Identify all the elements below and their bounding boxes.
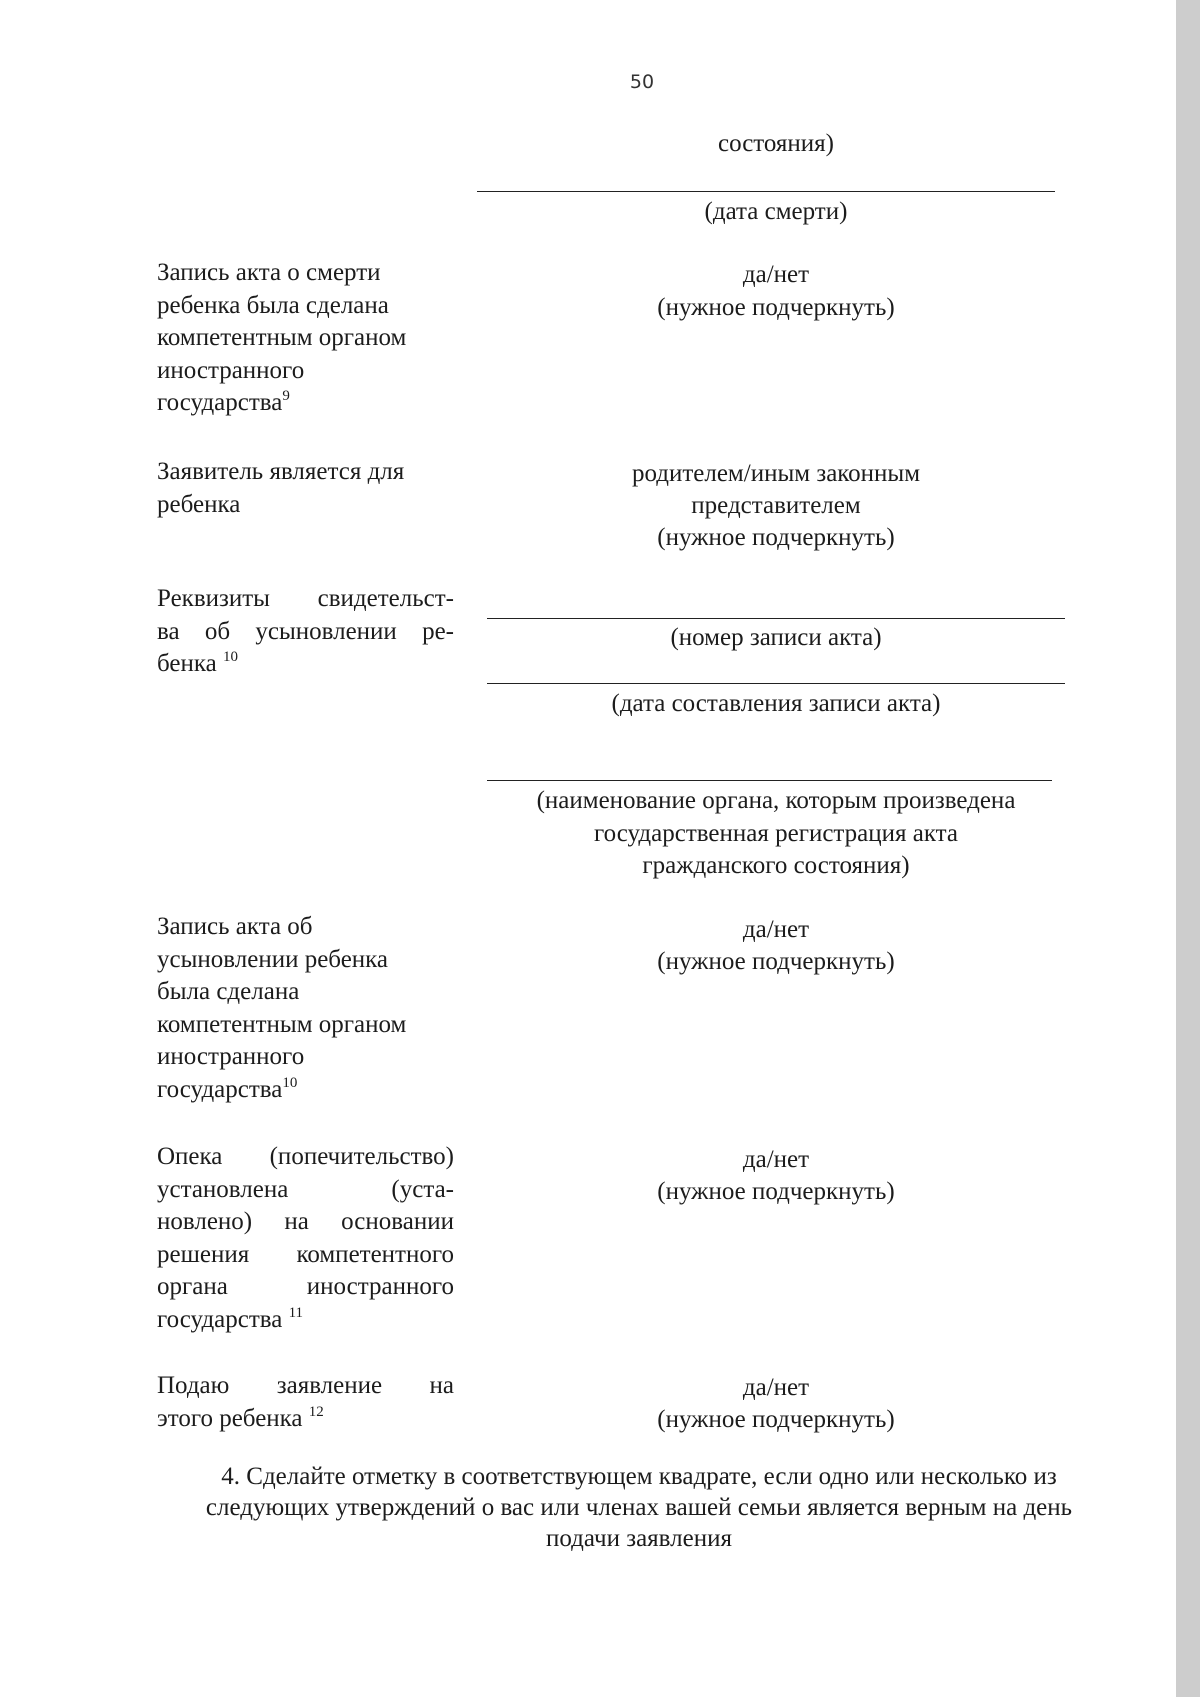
label-line: государства$^9$	[157, 388, 290, 416]
label-line: иностранного	[157, 356, 305, 384]
label-line: компетентным органом	[157, 324, 407, 351]
record-date-line	[487, 683, 1065, 684]
label-line: Запись акта об	[157, 913, 313, 940]
record-date-caption: (дата составления записи акта)	[611, 690, 941, 717]
scan-edge	[1176, 0, 1200, 1697]
adoption-record-foreign-answer: да/нет	[742, 916, 810, 943]
guardianship-foreign-label	[157, 1141, 454, 1339]
label-line: ребенка	[157, 490, 241, 518]
label-line: Реквизиты свидетельст-	[157, 585, 454, 612]
authority-line	[487, 780, 1052, 781]
section-4-heading	[155, 1461, 1123, 1554]
adoption-certificate-label	[157, 583, 454, 684]
label-line: установлена (уста-	[157, 1175, 454, 1203]
footnote-marker: 11	[288, 1304, 304, 1321]
applying-for-child-hint: (нужное подчеркнуть)	[657, 1406, 895, 1433]
heading-line: следующих утверждений о вас или членах вашей семьи является верным на день	[205, 1494, 1073, 1521]
label-line: была сделана	[157, 978, 300, 1005]
label-line: ребенка была сделана	[157, 291, 389, 319]
footnote-marker: 10	[282, 1074, 298, 1091]
label-line: государства $^{11}$	[157, 1304, 304, 1333]
label-line: органа иностранного	[157, 1273, 454, 1300]
authority-caption	[476, 785, 1076, 883]
caption-line: гражданского состояния)	[642, 852, 910, 879]
label-line: новлено) на основании	[157, 1208, 454, 1235]
caption-line: государственная регистрация акта	[593, 819, 959, 847]
guardianship-foreign-hint: (нужное подчеркнуть)	[657, 1178, 895, 1205]
label-line: государства$^{10}$	[157, 1074, 298, 1103]
label-line: ва об усыновлении ре-	[157, 617, 454, 645]
date-of-death-caption: (дата смерти)	[704, 198, 848, 225]
applicant-status-label	[157, 456, 454, 521]
record-number-line	[487, 618, 1065, 619]
death-record-foreign-label	[157, 257, 454, 423]
adoption-record-foreign-hint: (нужное подчеркнуть)	[657, 948, 895, 975]
death-record-foreign-answer: да/нет	[742, 261, 810, 288]
footnote-marker: 9	[282, 388, 290, 404]
guardianship-foreign-answer: да/нет	[742, 1146, 810, 1173]
label-line: бенка $^{10}$	[157, 649, 238, 677]
applying-for-child-label	[157, 1370, 454, 1438]
footnote-marker: 10	[222, 649, 238, 665]
label-line: Заявитель является для	[157, 458, 405, 485]
label-line: усыновлении ребенка	[157, 945, 389, 973]
heading-line: подачи заявления	[546, 1525, 732, 1552]
caption-line: (наименование органа, которым произведена	[536, 787, 1016, 814]
applicant-status-hint: (нужное подчеркнуть)	[657, 524, 895, 551]
applying-for-child-answer: да/нет	[742, 1374, 810, 1401]
heading-line: 4. Сделайте отметку в соответствующем квадрате, если одно или несколько из	[221, 1463, 1057, 1490]
adoption-record-foreign-label	[157, 911, 454, 1109]
label-line: Запись акта о смерти	[157, 259, 381, 286]
label-line: Подаю заявление на	[157, 1372, 454, 1399]
label-line: Опека (попечительство)	[157, 1143, 454, 1170]
footnote-marker: 12	[308, 1403, 324, 1420]
page-number: 50	[629, 71, 655, 93]
label-line: компетентным органом	[157, 1010, 407, 1038]
death-record-foreign-hint: (нужное подчеркнуть)	[657, 294, 895, 321]
applicant-status-answer-line1: родителем/иным законным	[631, 460, 921, 487]
label-line: решения компетентного	[157, 1240, 454, 1268]
date-of-death-line	[477, 191, 1055, 192]
continued-text: состояния)	[717, 130, 834, 157]
label-line: иностранного	[157, 1043, 305, 1070]
applicant-status-answer-line2: представителем	[691, 492, 861, 519]
record-number-caption: (номер записи акта)	[670, 624, 882, 651]
label-line: этого ребенка $^{12}$	[157, 1403, 324, 1432]
